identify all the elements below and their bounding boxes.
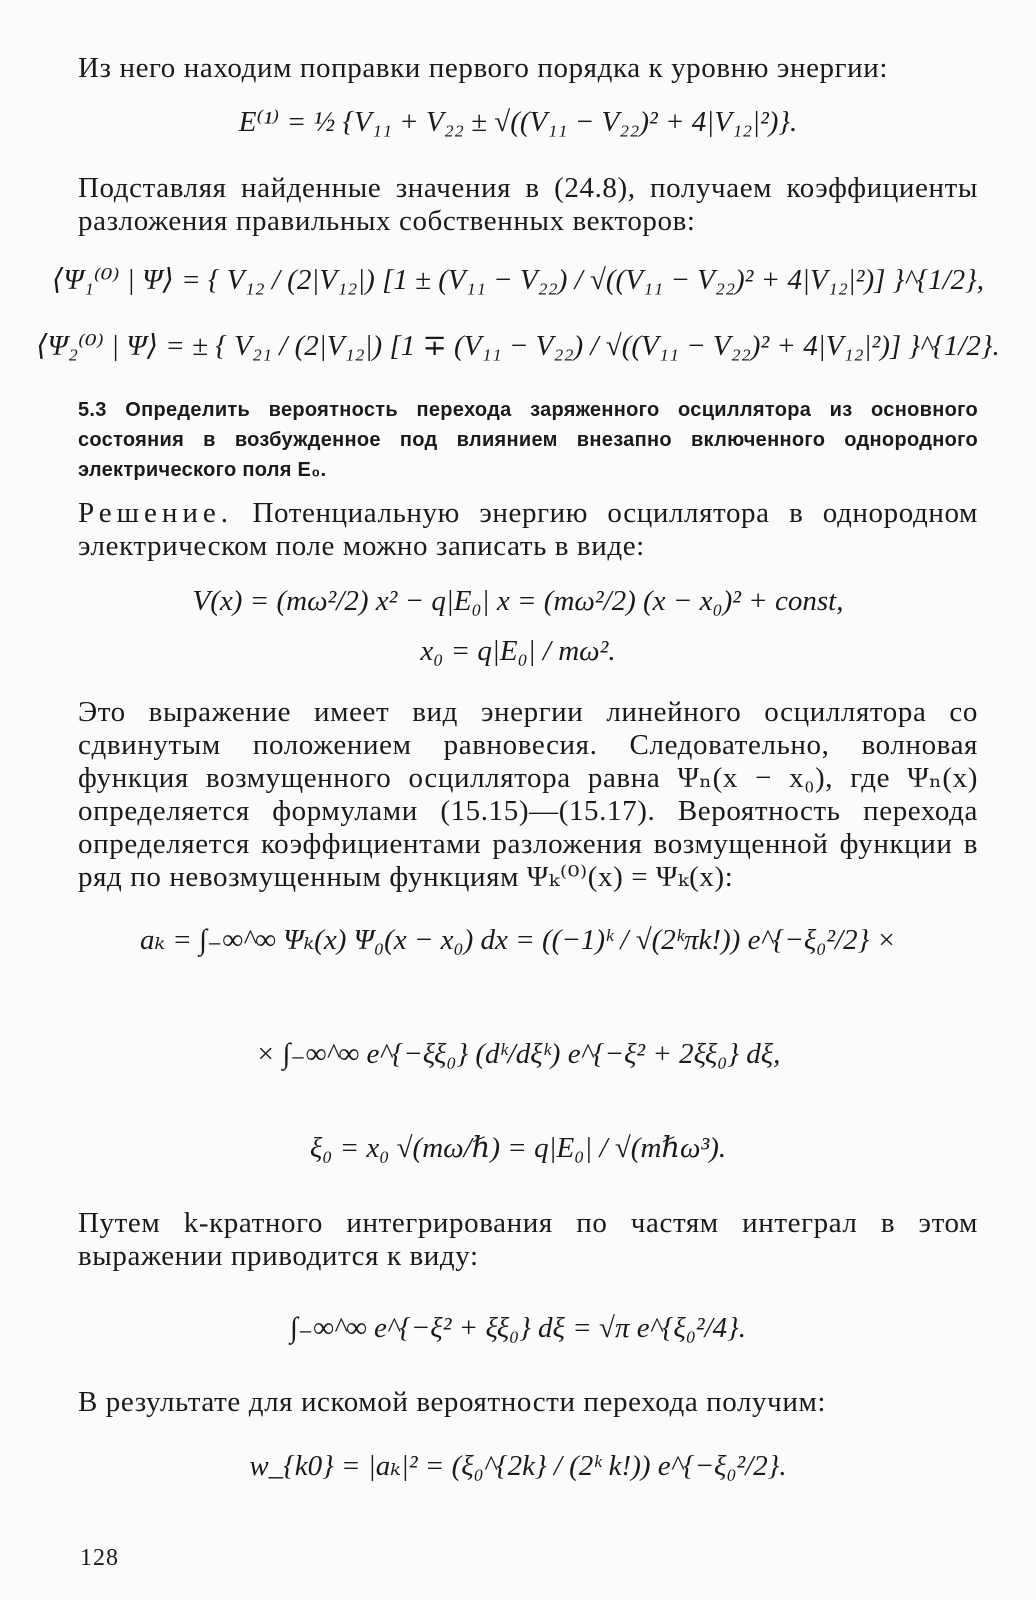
intro-paragraph: Из него находим поправки первого порядка к уровню энергии: — [78, 52, 889, 84]
formula-integral: ∫₋∞^∞ e^{−ξ² + ξξ₀} dξ = √π e^{ξ₀²/4}. — [289, 1312, 747, 1344]
substitution-paragraph: Подставляя найденные значения в (24.8), получаем коэффициенты разложения правильных собственных векторов: — [78, 172, 978, 237]
solution-text: Потенциальную энергию осциллятора в однородном электрическом поле можно записать в виде: — [78, 497, 978, 562]
integration-by-parts-paragraph: Путем k-кратного интегрирования по частям интеграл в этом выражении приводится к виду: — [78, 1207, 978, 1272]
solution-paragraph — [78, 497, 978, 563]
page-number: 128 — [80, 1545, 119, 1571]
result-paragraph: В результате для искомой вероятности перехода получим: — [78, 1386, 827, 1418]
formula-coefficient-1: ⟨Ψ₁⁽⁰⁾ | Ψ⟩ = { V₁₂ / (2|V₁₂|) [1 ± (V₁₁ − V₂₂) / √((V₁₁ − V₂₂)² + 4|V₁₂|²)] }^{1/2}, — [52, 264, 984, 296]
shifted-oscillator-paragraph: Это выражение имеет вид энергии линейного осциллятора со сдвинутым положением равновесия. Следовательно, волновая функция возмущенного осциллятора равна Ψₙ(x − x₀), где Ψₙ(x) определяется формулами (15.15)—(15.17). Вероятность перехода определяется коэффициентами разложения возмущенной функции в ряд по невозмущенным функциям Ψₖ⁽⁰⁾(x) = Ψₖ(x): — [78, 696, 978, 893]
formula-xi0: ξ₀ = x₀ √(mω/ℏ) = q|E₀| / √(mℏω³). — [309, 1132, 727, 1164]
formula-x0: x₀ = q|E₀| / mω². — [420, 635, 616, 667]
formula-ak-continued: × ∫₋∞^∞ e^{−ξξ₀} (dᵏ/dξᵏ) e^{−ξ² + 2ξξ₀} dξ, — [255, 1038, 781, 1070]
formula-transition-probability: w_{k0} = |aₖ|² = (ξ₀^{2k} / (2ᵏ k!)) e^{−ξ₀²/2}. — [249, 1450, 787, 1482]
formula-potential: V(x) = (mω²/2) x² − q|E₀| x = (mω²/2) (x − x₀)² + const, — [192, 585, 844, 617]
formula-energy-correction: E⁽¹⁾ = ½ {V₁₁ + V₂₂ ± √((V₁₁ − V₂₂)² + 4|V₁₂|²)}. — [238, 106, 798, 138]
solution-label: Решение. — [78, 497, 233, 529]
formula-ak: aₖ = ∫₋∞^∞ Ψₖ(x) Ψ₀(x − x₀) dx = ((−1)ᵏ / √(2ᵏπk!)) e^{−ξ₀²/2} × — [139, 924, 897, 956]
formula-coefficient-2: ⟨Ψ₂⁽⁰⁾ | Ψ⟩ = ± { V₂₁ / (2|V₁₂|) [1 ∓ (V₁₁ − V₂₂) / √((V₁₁ − V₂₂)² + 4|V₁₂|²)] }^{1/2}. — [36, 330, 1000, 362]
problem-statement: 5.3 Определить вероятность перехода заряженного осциллятора из основного состояния в возбужденное под влиянием внезапно включенного однородного электрического поля E₀. — [78, 399, 978, 481]
